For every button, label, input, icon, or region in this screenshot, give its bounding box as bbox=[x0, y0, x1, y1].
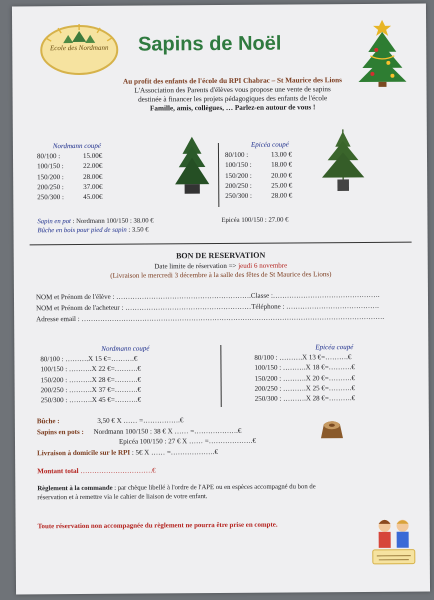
nordmann-price-list bbox=[37, 141, 117, 203]
size-label: 250/300 : bbox=[37, 193, 64, 202]
logo-text: Ecole des Nordmann bbox=[49, 43, 109, 53]
nordmann-order-head: Nordmann coupé bbox=[101, 344, 150, 353]
size-label: 150/200 : bbox=[37, 172, 64, 181]
order-row[interactable]: 100/150 : ……….X 22 €=……….€ bbox=[40, 364, 141, 374]
price-value: 20.00 € bbox=[271, 171, 293, 180]
payment-label: Règlement à la commande bbox=[37, 484, 113, 493]
children-illustration bbox=[369, 514, 419, 574]
price-row bbox=[225, 150, 315, 161]
buche-text: : 3.50 € bbox=[128, 226, 149, 234]
nordmann-tree-picture bbox=[173, 133, 211, 197]
epicea-order-list bbox=[254, 342, 414, 404]
livraison-label: Livraison à domicile sur le RPI bbox=[37, 448, 131, 457]
order-row[interactable]: 150/200 : ……….X 20 €=……….€ bbox=[254, 373, 355, 383]
epicea-pot: Epicéa 100/150 : 27.00 € bbox=[221, 216, 289, 224]
epicea-price-list bbox=[225, 139, 315, 201]
order-row[interactable]: 200/250 : ……….X 25 €=……….€ bbox=[254, 383, 356, 393]
reservation-title: BON DE RESERVATION bbox=[176, 250, 266, 261]
intro-line-4: Famille, amis, collègues, … Parlez-en autour de vous ! bbox=[149, 103, 316, 113]
delivery-line: (Livraison le mercredi 3 décembre à la salle des fêtes de St Maurice des Lions) bbox=[110, 270, 332, 280]
payment-text: : par chèque libellé à l'ordre de l'APE ou en espèces accompagné du bon de réservation et à remettre via le cahier de liaison de votre enfant. bbox=[37, 483, 316, 502]
intro-line-3: destinée à financer les projets pédagogiques des enfants de l'école bbox=[138, 94, 328, 104]
log-stand-icon bbox=[318, 416, 346, 444]
size-label: 200/250 : bbox=[225, 181, 252, 190]
nordmann-head: Nordmann coupé bbox=[52, 141, 102, 151]
size-label: 200/250 : bbox=[37, 182, 64, 192]
order-divider bbox=[220, 345, 221, 407]
nordmann-pot-order-field[interactable]: Nordmann 100/150 : 38 € X …… =……………….€ bbox=[93, 426, 242, 436]
price-value: 25.00 € bbox=[271, 181, 293, 190]
nordmann-order-list bbox=[40, 343, 210, 405]
price-value: 15.00€ bbox=[82, 152, 103, 161]
price-value: 45.00€ bbox=[83, 192, 103, 201]
size-label: 80/100 : bbox=[224, 151, 249, 160]
extras-section bbox=[37, 414, 407, 477]
size-label: 80/100 : bbox=[36, 152, 61, 161]
payment-terms bbox=[37, 482, 337, 502]
price-row bbox=[37, 151, 117, 162]
price-row bbox=[37, 161, 117, 172]
buche-order-field[interactable]: 3,50 € X …… =…………….€ bbox=[97, 416, 184, 425]
buche-line bbox=[37, 226, 148, 236]
price-row bbox=[37, 182, 117, 193]
price-value: 22.00€ bbox=[83, 162, 103, 171]
size-label: 150/200 : bbox=[225, 171, 252, 180]
price-row bbox=[37, 171, 117, 182]
size-label: 100/150 : bbox=[37, 162, 64, 171]
size-label: 250/300 : bbox=[225, 191, 252, 200]
price-value: 28.00€ bbox=[83, 172, 103, 181]
total-field[interactable]: ………………………….€ bbox=[80, 466, 156, 475]
intro-line-1: Au profit des enfants de l'école du RPI Chabrac – St Maurice des Lions bbox=[122, 76, 342, 86]
warning-text: Toute réservation non accompagnée du règlement ne pourra être prise en compte. bbox=[37, 521, 278, 531]
epicea-pot-order-field[interactable]: Epicéa 100/150 : 27 € X …… =……………….€ bbox=[118, 436, 256, 446]
price-value: 28.00 € bbox=[271, 191, 293, 200]
price-value: 37.00€ bbox=[83, 182, 103, 191]
price-value: 18.00 € bbox=[271, 160, 293, 170]
buyer-name-field[interactable]: NOM et Prénom de l'acheteur : ………………………………………………Téléphone : …………………………………. bbox=[36, 301, 379, 313]
price-row bbox=[37, 192, 117, 203]
email-field[interactable]: Adresse email : …………………………………………………………………………………………………………………. bbox=[36, 312, 385, 324]
total-label: Montant total bbox=[37, 466, 79, 476]
reservation-subtitle bbox=[14, 261, 428, 282]
epicea-pot-line bbox=[221, 216, 288, 225]
livraison-field[interactable]: : 5€ X …… =……………….€ bbox=[131, 447, 219, 457]
order-row[interactable]: 80/100 : ……….X 15 €=……….€ bbox=[40, 354, 138, 364]
epicea-order-head: Epicéa coupé bbox=[315, 343, 354, 352]
price-row bbox=[225, 190, 315, 201]
order-row[interactable]: 250/300 : ……….X 45 €=……….€ bbox=[40, 395, 142, 405]
order-row[interactable]: 80/100 : ……….X 13 €=……….€ bbox=[254, 353, 352, 362]
order-row[interactable]: 100/150 : ……….X 18 €=……….€ bbox=[254, 363, 355, 373]
pot-text: : Nordmann 100/150 : 38.00 € bbox=[72, 217, 154, 226]
size-label: 100/150 : bbox=[225, 161, 252, 170]
order-row[interactable]: 250/300 : ……….X 28 €=……….€ bbox=[254, 394, 356, 403]
buyer-fields bbox=[36, 290, 406, 326]
pot-order-label: Sapins en pots : bbox=[36, 427, 84, 436]
deadline-prefix: Date limite de réservation => bbox=[154, 261, 239, 271]
pot-label: Sapin en pot bbox=[37, 218, 71, 226]
order-form-sheet bbox=[12, 4, 430, 595]
intro-line-2: L'Association des Parents d'élèves vous propose une vente de sapins bbox=[134, 85, 331, 95]
order-row[interactable]: 150/200 : ……….X 28 €=……….€ bbox=[40, 375, 141, 384]
price-row bbox=[225, 170, 315, 181]
buche-label: Bûche en bois pour pied de sapin bbox=[37, 226, 127, 235]
intro bbox=[72, 76, 392, 114]
price-value: 13.00 € bbox=[270, 150, 293, 159]
epicea-tree-picture bbox=[318, 126, 368, 196]
section-separator bbox=[30, 242, 412, 246]
price-row bbox=[225, 180, 315, 191]
price-row bbox=[225, 160, 315, 171]
price-divider bbox=[218, 143, 219, 207]
livraison-line bbox=[37, 445, 407, 458]
total-line bbox=[37, 464, 407, 477]
order-row[interactable]: 200/250 : ……….X 37 €=……….€ bbox=[40, 385, 142, 395]
epicea-head: Epicéa coupé bbox=[250, 140, 289, 149]
buche-order-label: Bûche : bbox=[36, 417, 60, 426]
deadline-date: jeudi 6 novembre bbox=[238, 261, 288, 270]
student-name-field[interactable]: NOM et Prénom de l'élève : ………………………………………………….Classe :………………………………………. bbox=[35, 290, 380, 302]
page-title: Sapins de Noël bbox=[137, 32, 282, 56]
